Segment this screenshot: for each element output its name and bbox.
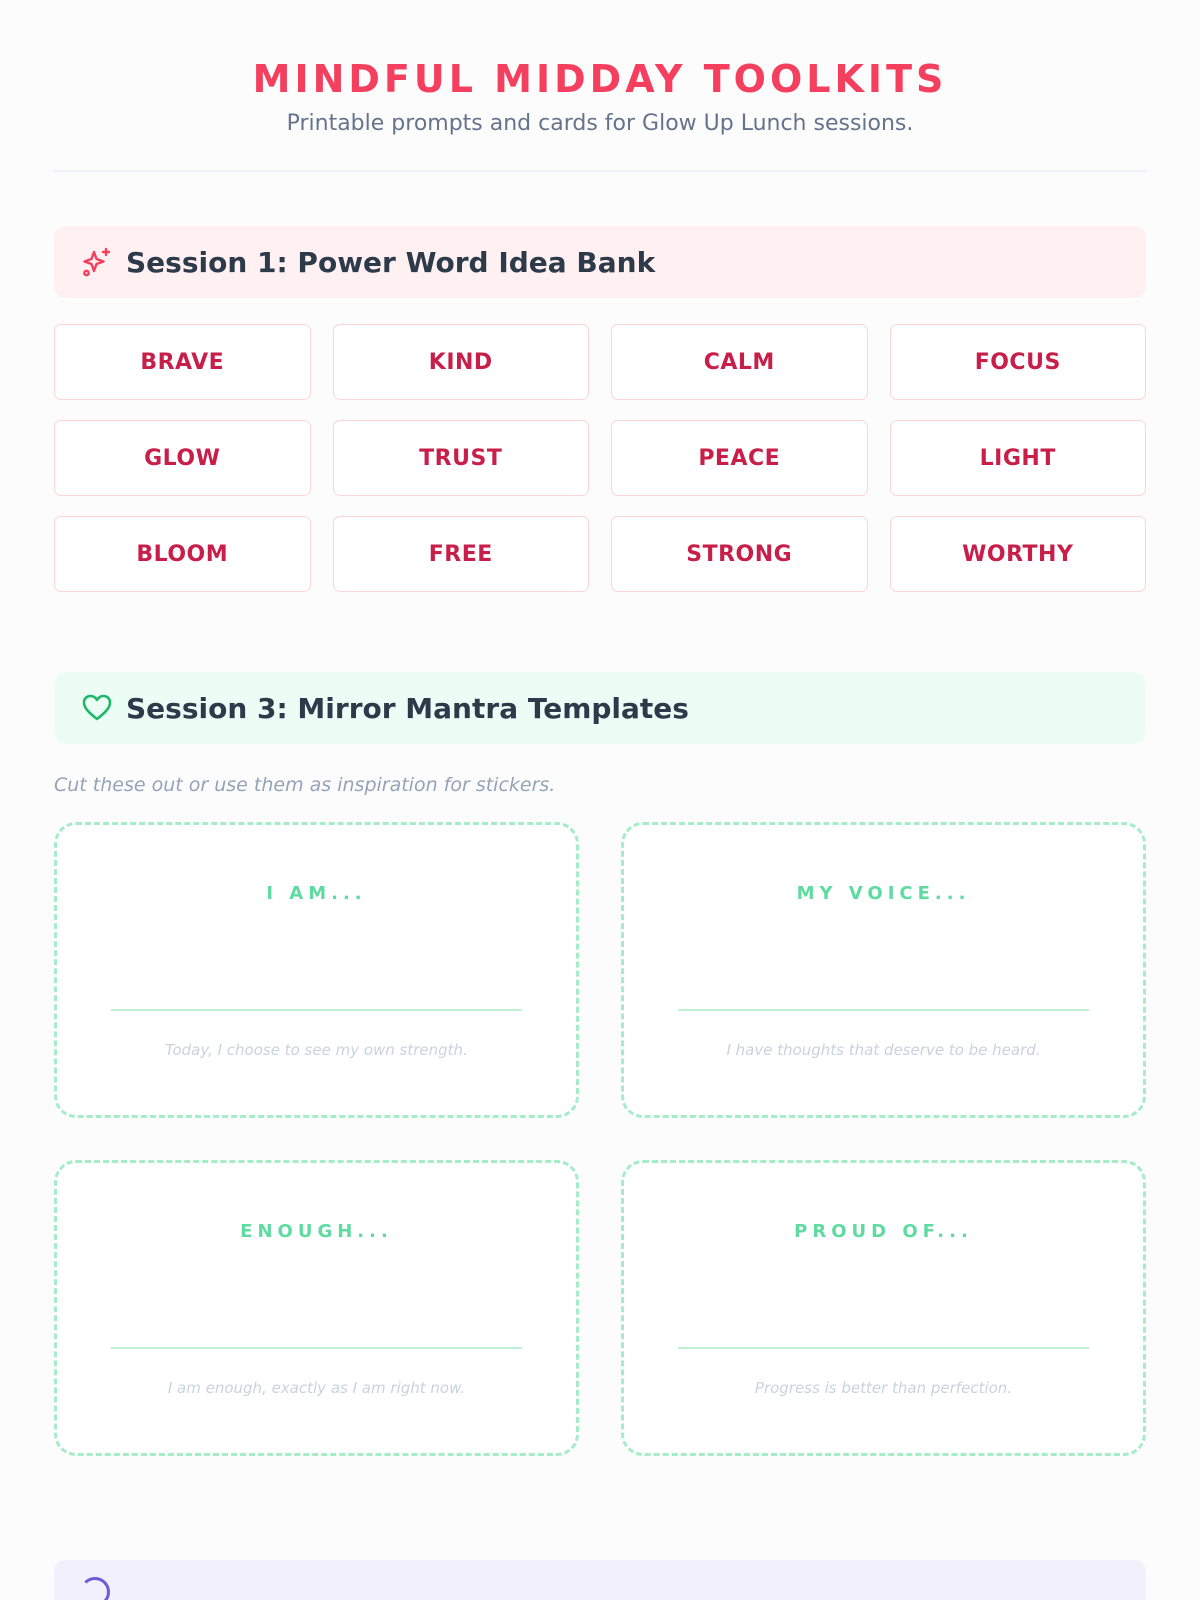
mantra-label: PROUD OF...: [794, 1221, 973, 1242]
mantra-example: Today, I choose to see my own strength.: [165, 1041, 468, 1059]
mantra-write-line: [678, 1009, 1089, 1011]
mantra-card-enough[interactable]: [54, 1160, 579, 1456]
mantra-card-my-voice[interactable]: [621, 822, 1146, 1118]
session-1-title: Session 1: Power Word Idea Bank: [126, 245, 656, 279]
power-word-card[interactable]: CALM: [611, 324, 868, 400]
power-word-card[interactable]: BRAVE: [54, 324, 311, 400]
session-3-header: [54, 672, 1146, 744]
next-section-header: [54, 1560, 1146, 1600]
heart-icon: [80, 691, 114, 725]
page-header: [54, 0, 1146, 138]
header-divider: [54, 170, 1146, 172]
power-word-card[interactable]: FREE: [333, 516, 590, 592]
power-word-card[interactable]: GLOW: [54, 420, 311, 496]
session-3-note: Cut these out or use them as inspiration for stickers.: [54, 774, 556, 796]
mantra-example: I have thoughts that deserve to be heard.: [726, 1041, 1041, 1059]
power-word-card[interactable]: BLOOM: [54, 516, 311, 592]
mantra-card-i-am[interactable]: [54, 822, 579, 1118]
mantra-card-proud-of[interactable]: [621, 1160, 1146, 1456]
mantra-example: I am enough, exactly as I am right now.: [167, 1379, 466, 1397]
page-title: MINDFUL MIDDAY TOOLKITS: [252, 57, 948, 101]
power-word-card[interactable]: LIGHT: [890, 420, 1147, 496]
power-word-card[interactable]: STRONG: [611, 516, 868, 592]
power-word-card[interactable]: FOCUS: [890, 324, 1147, 400]
power-word-card[interactable]: TRUST: [333, 420, 590, 496]
mantra-label: ENOUGH...: [240, 1221, 393, 1242]
session-3-title: Session 3: Mirror Mantra Templates: [126, 691, 689, 725]
mantra-template-grid: [54, 822, 1146, 1456]
power-word-card[interactable]: WORTHY: [890, 516, 1147, 592]
power-word-card[interactable]: PEACE: [611, 420, 868, 496]
mantra-write-line: [111, 1347, 522, 1349]
mantra-write-line: [111, 1009, 522, 1011]
mantra-write-line: [678, 1347, 1089, 1349]
session-1-header: [54, 226, 1146, 298]
page-subtitle: Printable prompts and cards for Glow Up Lunch sessions.: [286, 111, 914, 136]
power-word-grid: [54, 324, 1146, 592]
mantra-example: Progress is better than perfection.: [754, 1379, 1013, 1397]
mantra-label: MY VOICE...: [796, 883, 971, 904]
mantra-label: I AM...: [266, 883, 367, 904]
power-word-card[interactable]: KIND: [333, 324, 590, 400]
sparkles-icon: [80, 245, 114, 279]
next-section-icon: [80, 1577, 110, 1600]
